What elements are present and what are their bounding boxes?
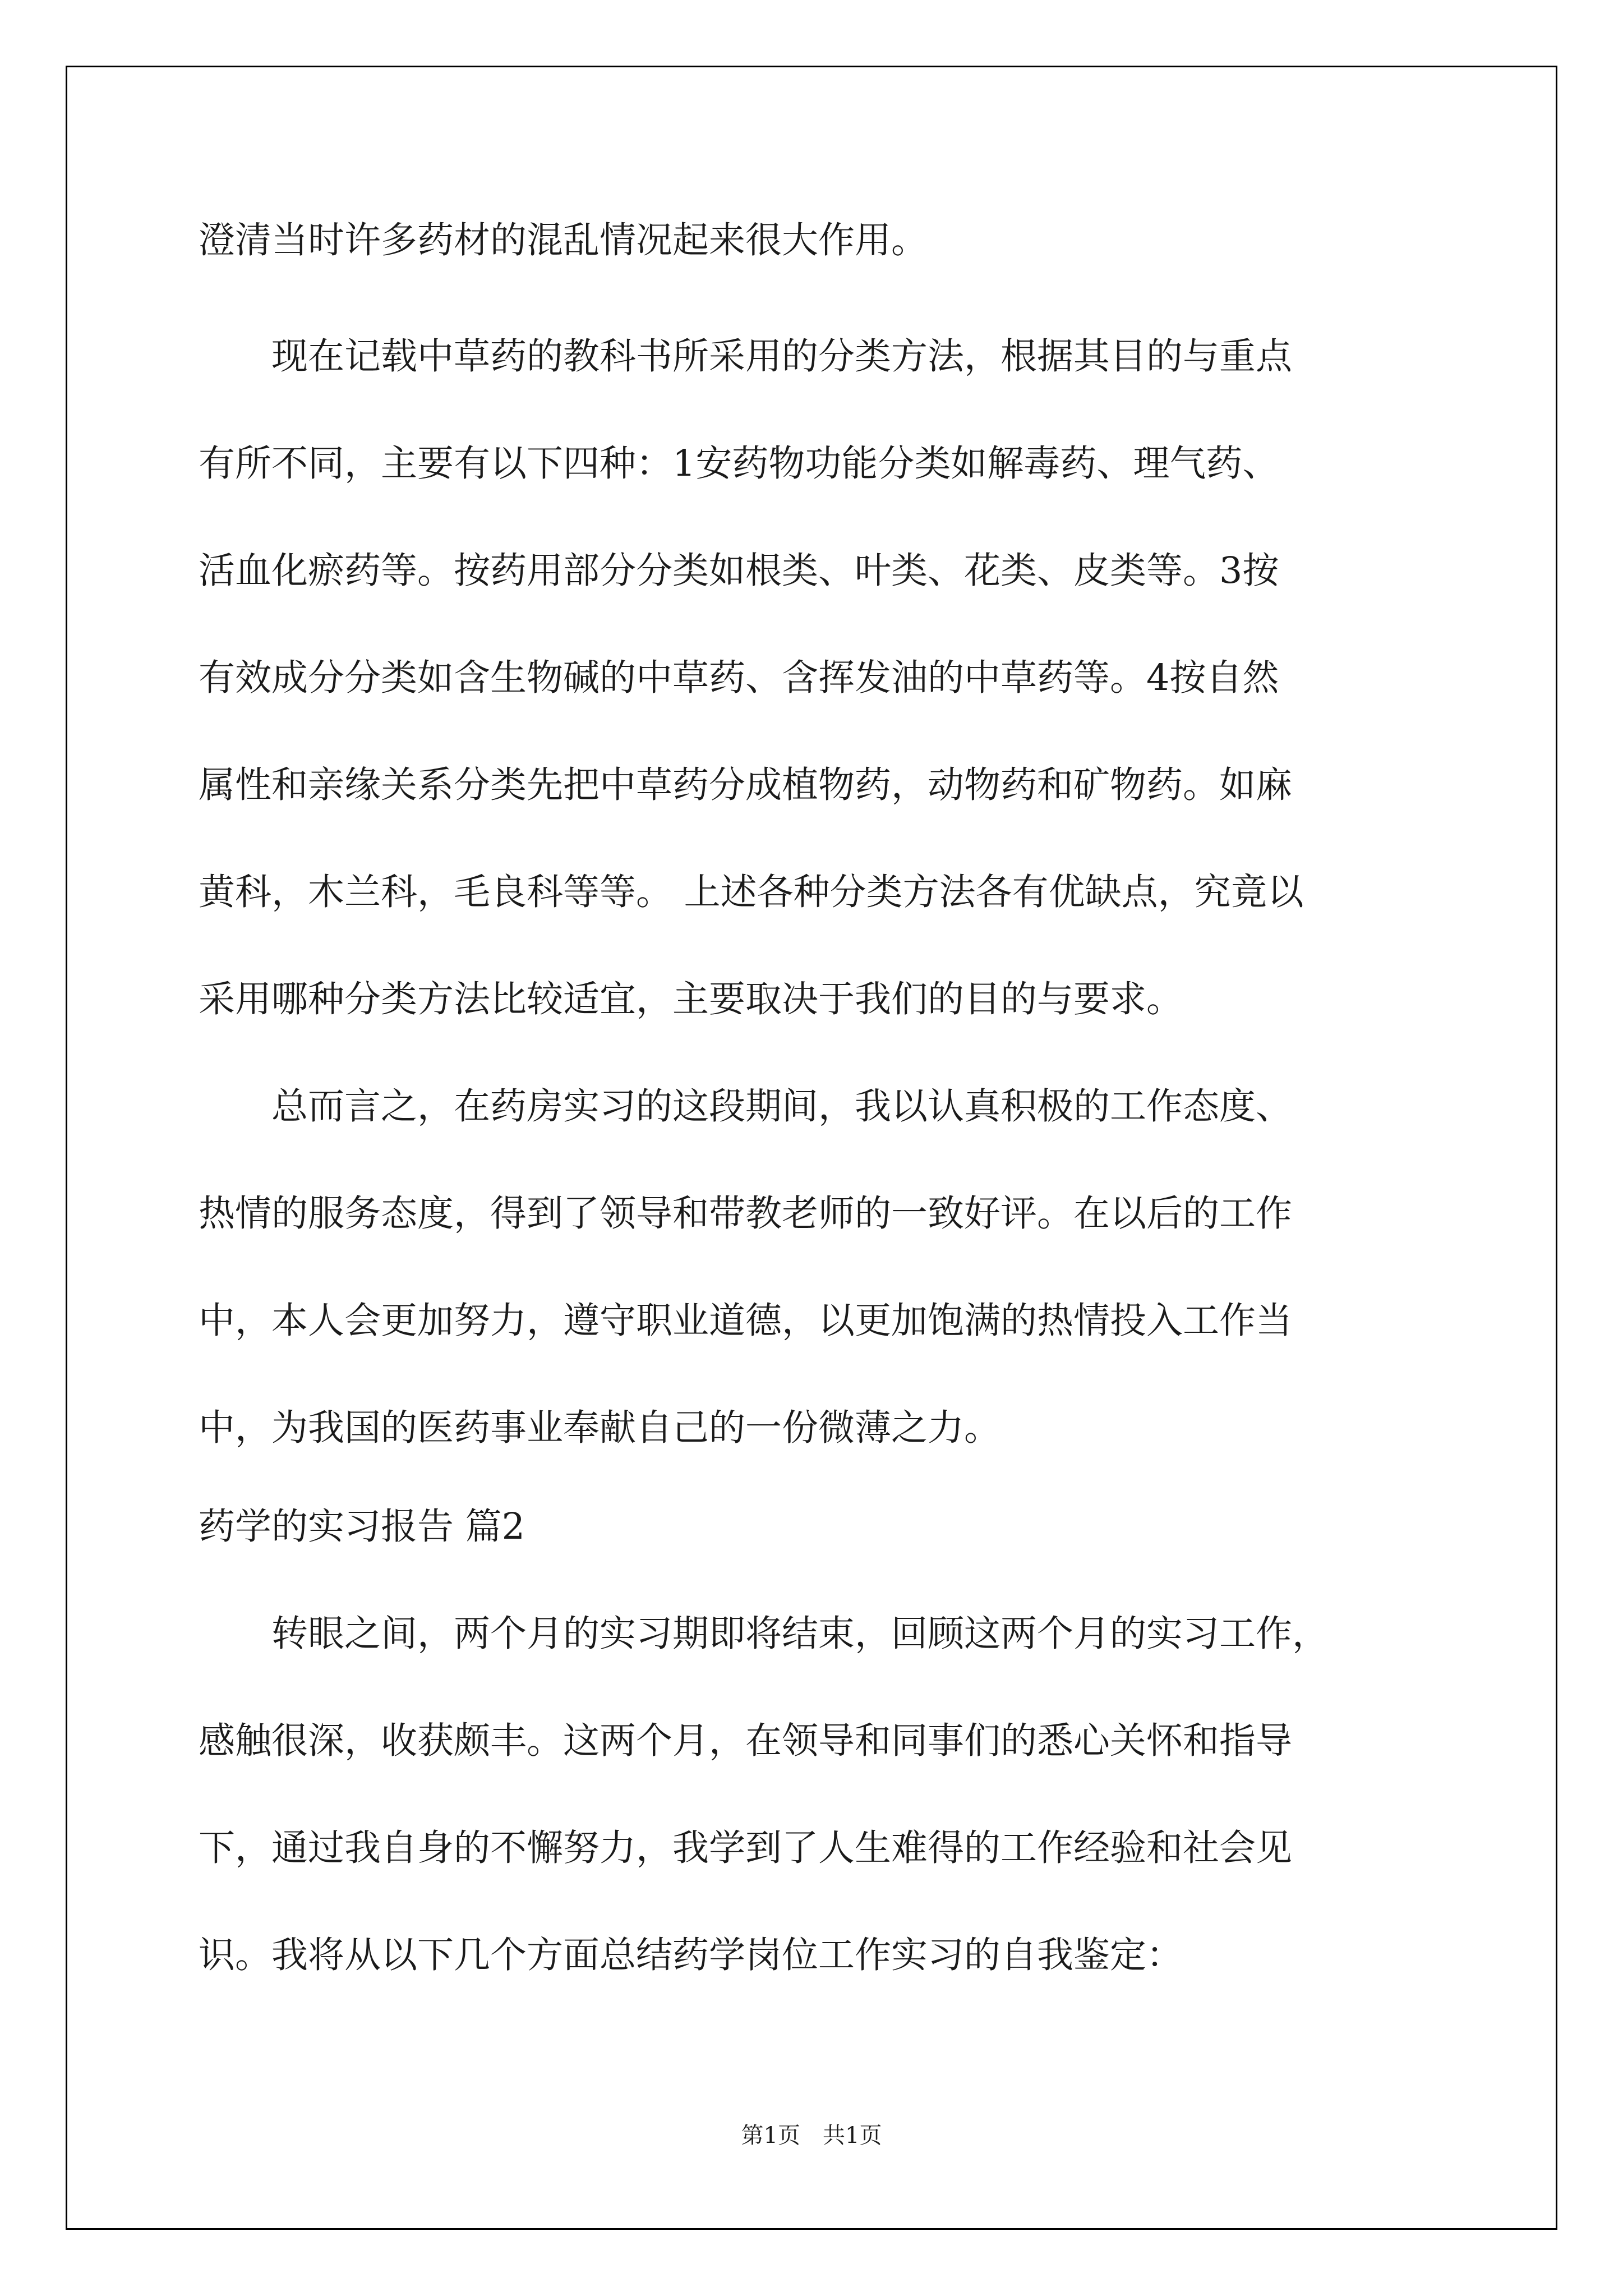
body-line: 采用哪种分类方法比较适宜，主要取决于我们的目的与要求。 [199, 978, 1183, 1020]
body-line: 热情的服务态度，得到了领导和带教老师的一致好评。在以后的工作 [199, 1193, 1293, 1235]
body-line: 澄清当时许多药材的混乱情况起来很大作用。 [199, 219, 928, 261]
page-border [66, 66, 1557, 2230]
body-line: 下，通过我自身的不懈努力，我学到了人生难得的工作经验和社会见 [199, 1827, 1293, 1869]
body-line: 有所不同，主要有以下四种：1安药物功能分类如解毒药、理气药、 [199, 443, 1279, 485]
body-line: 属性和亲缘关系分类先把中草药分成植物药，动物药和矿物药。如麻 [199, 764, 1293, 806]
body-line: 中，本人会更加努力，遵守职业道德，以更加饱满的热情投入工作当 [199, 1300, 1293, 1342]
body-line: 中，为我国的医药事业奉献自己的一份微薄之力。 [199, 1407, 1001, 1449]
body-line: 感触很深，收获颇丰。这两个月，在领导和同事们的悉心关怀和指导 [199, 1720, 1293, 1762]
page-number-footer: 第1页 共1页 [741, 2123, 882, 2148]
body-line: 现在记载中草药的教科书所采用的分类方法，根据其目的与重点 [199, 335, 1293, 378]
body-line: 有效成分分类如含生物碱的中草药、含挥发油的中草药等。4按自然 [199, 657, 1279, 699]
section-heading: 药学的实习报告 篇2 [199, 1506, 525, 1548]
body-line: 转眼之间，两个月的实习期即将结束，回顾这两个月的实习工作， [199, 1613, 1329, 1655]
body-line: 活血化瘀药等。按药用部分分类如根类、叶类、花类、皮类等。3按 [199, 550, 1279, 592]
body-line: 总而言之，在药房实习的这段期间，我以认真积极的工作态度、 [199, 1085, 1293, 1128]
body-line: 黄科，木兰科，毛良科等等。 上述各种分类方法各有优缺点，究竟以 [199, 871, 1304, 913]
body-line: 识。我将从以下几个方面总结药学岗位工作实习的自我鉴定： [199, 1934, 1183, 1976]
